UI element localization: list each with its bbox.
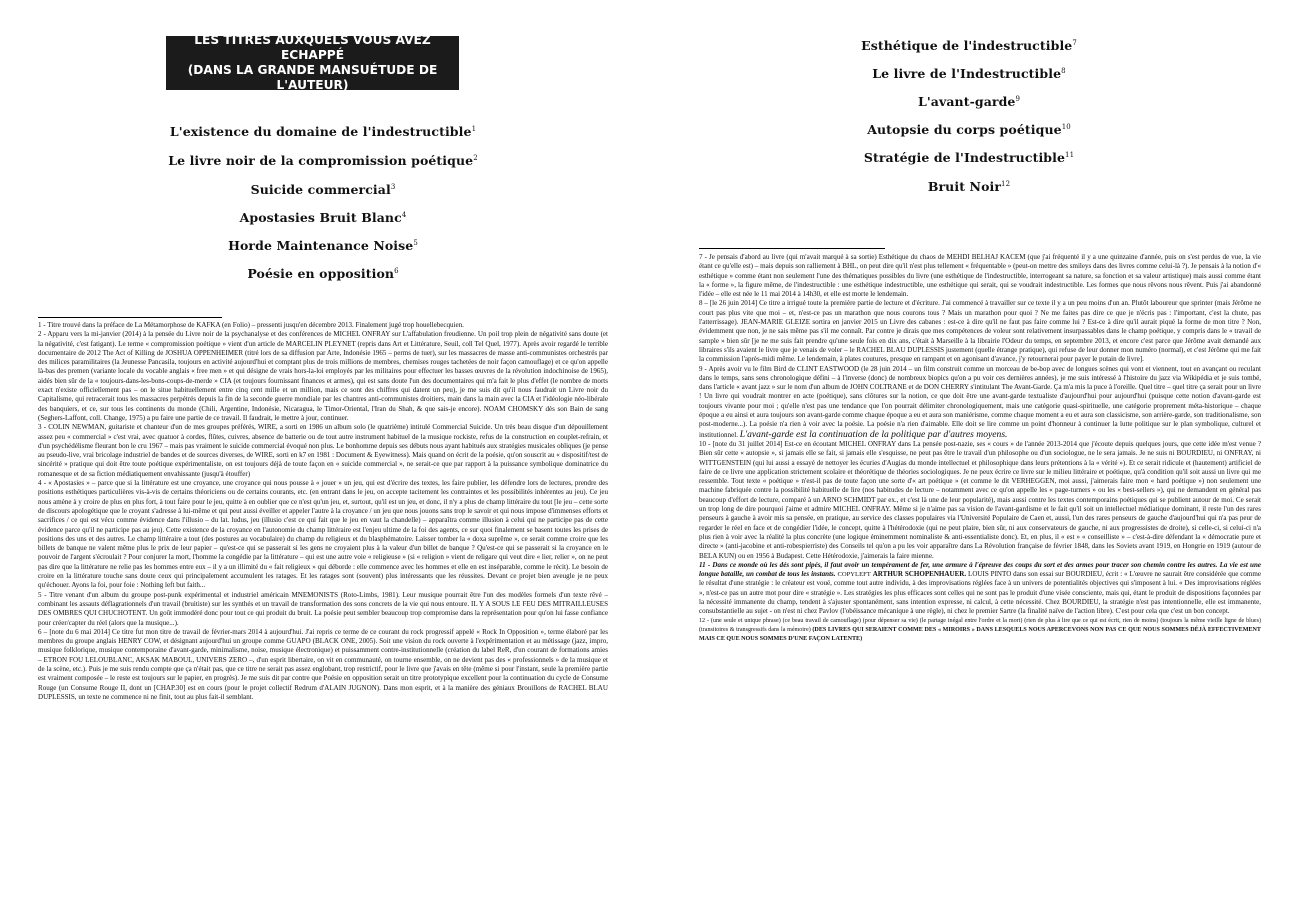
right-page	[646, 0, 1292, 913]
footnote-2: 2 - Apparu vers la mi-janvier (2014) à la pensée du Livre noir de la psychanalyse et des conférences de MICHEL ONFRAY sur L'affabulation freudienne. Un poil trop plein de négativité sans doute (et la négativité, c'est fatigant). Le terme « compromission poétique » vient d'un article de MARCELIN PLEYNET (repris dans Art et Littérature, Seuil, coll Tel Quel, 1977). Après avoir regardé le terrible documentaire de 2012 The Act of Killing de JOSHUA OPPENHEIMER (titré lors de sa diffusion par Arte, Indonésie 1965 – perms de tuer), sur les massacres de masse anti-communistes orchestrés par des milices paramilitaires (la Jeunesse Pancasila, toujours en activité aujourd'hui et comptant plus de trois millions de membres, chemises rouges tachetées de noir façon camouflage) et ce qu'on appelle là-bas des premen (variante locale du vocable anglais « free men » et qui désigne de vrais hors-la-loi employés par les militaires pour effectuer les basses œuvres de la révolution indochinoise de 1965), aidés bien sûr de la « toujours-dans-les-bons-coups-de-merde » CIA (et toujours fournissant finances et armes), qui est sans doute l'un des documentaires qui m'a fait le plus d'effet (le nombre de morts exact n'existe officiellement pas – on le situe habituellement entre cinq cent mille et un million, mais ce sont des chiffres qui datent un peu), je me suis dit qu'il nous faudrait un Livre noir du Capitalisme, qui retracerait tous les massacres perpétrés depuis la fin de la seconde guerre mondiale par les chantres anti-communistes droitiers, main dans la main avec la CIA et l'idéologie néo-libérale des banquiers, et ce, sur tous les continents du monde (Chili, Argentine, Indonésie, Nicaragua, le Timor-Oriental, l'Iran du Shah, & que sais-je encore). NOAM CHOMSKY dès son Bain de sang (Seghers-Laffont, coll. Change, 1975) a pu faire une partie de ce travail. Il faudrait, le mettre à jour, continuer.	[38, 330, 608, 422]
title-6: Poésie en opposition$^6$	[247, 266, 399, 281]
title-11: Stratégie de l'Indestructible$^{11}$	[863, 150, 1075, 165]
footnote-rule	[699, 248, 885, 249]
footnote-12-caps: (DES LIVRES QUI SERAIENT COMME DES « MIROIRS » DANS LESQUELS NOUS APERCEVONS NON PAS CE QUE NOUS SOMMES DÉJÀ EFFECTIVEMENT MAIS CE QUE NOUS SOMMES D'UNE FAÇON LATENTE)	[699, 626, 1261, 643]
titles-banner	[166, 33, 459, 92]
title-10: Autopsie du corps poétique$^{10}$	[867, 122, 1071, 137]
footnote-1: 1 - Titre trouvé dans la préface de La Métamorphose de KAFKA (en Folio) – pressenti jusqu'en décembre 2013. Finalement jugé trop houellebecquien.	[38, 321, 464, 329]
footnote-rule	[38, 317, 222, 318]
title-3: Suicide commercial$^3$	[250, 182, 396, 197]
footnote-4: 4 - « Apostasies » – parce que si la littérature est une croyance, une croyance qui nous pousse à « jouer » un jeu, qui est d'écrire des textes, les faire publier, les défendre lors de lectures, prendre des positions esthétiques particulières vis-à-vis de certains théoriciens ou de certains courants, etc. (en entrant dans le jeu, on accepte tacitement les contraintes et les possibilités inhérentes au jeu). Ce jeu nous amène à y croire de plus en plus fort, à tout faire pour le jeu, quitte à en oublier que ce n'est qu'un jeu, et, surtout, qu'il est un jeu, et donc, il n'y a plus de champ littéraire du tout [le jeu – cette sorte de discours apologétique que le croyant s'adresse à lui-même et qui peut aussi éveiller et appeler l'autre à la croyance / un jeu que nous jouons sans trop le savoir et qui nous impose d'immenses efforts et sacrifices / ce qui est vécu comme évidence dans l'illusio – du lat. ludus, jeu (illusio c'est ce qui fait que le jeu en vaut la chandelle) – apparaîtra comme illusion à celui qui ne participe pas de cette évidence parce qu'il ne participe pas au jeu). Cette existence de la croyance en l'autonomie du champ littéraire est l'enjeu ultime de la foi des agents, ce sur quoi finalement se basent toutes les prises de positions des uns et des autres. Le champ littéraire a tout (des postures au vocabulaire) du champ du religieux et du blasphématoire. Laisser tomber la « doxa suprême », ce serait comme croire que les billets de banque ne valent même plus le prix de leur papier – qu'est-ce qui se passerait si les gens ne croyaient plus à la valeur d'un billet de banque ? Qu'est-ce qui se passerait si la croyance en le pouvoir de l'argent s'écroulait ? Pour conjurer la mort, l'homme la congédie par la littérature – qui est une autre voie « religieuse » (si « religion » vient de religare qui veut dire « lier, relier », on ne peut pas dire que la littérature ne relie pas les hommes entre eux – il y a un illimité du « fait religieux » qui déborde : elle commence avec les hommes et elle en est inséparable, comme le récit). Le besoin de croire en la littérature touche sans doute ceux qui principalement accumulent les ratages. Et les ratages sont (souvent) plus intéressants que les réussites. Devant ce projet bien aveugle je ne peux qu'échouer. Ayons la foi, pour foie : Nothing left but faith...	[38, 479, 608, 590]
title-1: L'existence du domaine de l'indestructible$^1$	[169, 124, 477, 139]
title-8: Le livre de l'Indestructible$^8$	[872, 66, 1066, 81]
footnotes-right	[699, 253, 1261, 644]
footnote-12: 12 - (une seule et unique phrase) (ce beau travail de camouflage) (pour dépenser sa vie) (le partage inégal entre l'ordre et la mort) (rien de plus à lire que ce qui est écrit, rien de moins) (toujours la même vieille ligne de blues) (transitoires & transgressifs dans la mémoire) (DES LIVRES QUI SERAIENT COMME DES « MIROIRS » DANS LESQUELS NOUS APERCEVONS NON PAS CE QUE NOUS SOMMES DÉJÀ EFFECTIVEMENT MAIS CE QUE NOUS SOMMES D'UNE FAÇON LATENTE)	[699, 617, 1261, 643]
footnote-9: 9 - Après avoir vu le film Bird de CLINT EASTWOOD (le 28 juin 2014 – un film construit comme un morceau de be-bop avec de longues scènes qui vont et viennent, tout en avançant ou reculant dans le temps, sans sens chronologique défini – à l'inverse (donc) de nombreux biopics qu'on a pu voir ces dernières années), je me suis intéressé à l'histoire du jazz via Wikipédia et je suis tombé, dans l'article « avant jazz » sur le nom d'un album de JOHN COLTRANE et de DON CHERRY s'intitulant The Avant-Garde. Ça m'a mis la puce à l'oreille. Quel titre – quel titre ça serait pour un livre ! Un livre qui voudrait montrer en acte (poétique), sans clôtures sur la notion, ce que doit être une avant-garde textualiste d'aujourd'hui pour aujourd'hui (puisque cette notion d'avant-garde est toujours vivante pour moi ; qu'elle n'est pas une tendance que l'on pourrait délimiter chronologiquement, mais une catégorie quasi-spirituelle, une catégorie proprement méta-historique – chaque époque a eu ainsi et aura toujours son avant-garde comme chaque époque a eu et aura son maniérisme, comme chaque moment a eu et aura son classicisme, son arrière-garde, son traditionalisme, son post-moderne...). La poésie n'a rien à voir avec la poésie. La poésie n'a rien d'aimable. Elle doit se lire comme un point d'honneur à continuer la lutte politique sur le plan symbolique, culturel et institutionnel. L'avant-garde est la continuation de la politique par d'autres moyens.	[699, 364, 1261, 440]
footnote-10: 10 - [note du 31 juillet 2014] Est-ce en écoutant MICHEL ONFRAY dans La pensée post-nazie, ses « cours » de l'année 2013-2014 que j'écoute depuis quelques jours, que cette idée m'est venue ? Bien sûr cette « autopsie », si jamais elle se fait, si jamais elle s'esquisse, ne peut pas être le travail d'un philosophe ou d'un sociologue, ne le sera jamais. Je ne suis ni BOURDIEU, ni ONFRAY, ni WITTGENSTEIN (qui lui aussi a essayé de nettoyer les écuries d'Augias du monde intellectuel et philosophique dans leurs prétentions à la « vérité »). Et ce serait ridicule et (hautement) artificiel de faire de ce livre une application strictement scolaire et théorétique de théories sociologiques. Je ne peux écrire ce livre sur le milieu littéraire et poétique, qu'à condition qu'il soit aussi un livre qui me ressemble. Tout texte « poétique » n'est-il pas de toute façon une sorte d'« art poétique » (et comme le dit VERHEGGEN, moi aussi, j'aimerais faire mon « hard poétique ») non seulement une machine fabriquée contre la possibilité habituelle de lire (nos habitudes de lecture – notamment avec ce qu'on appelle les « page-turners » ou les « best-sellers »), qui ne demandent en général pas beaucoup d'effort de lecture, comparé à un ARNO SCHMIDT par ex., et c'est là une de leur popularité), mais aussi contre les textes contemporains poétiques qui se publient autour de moi. Ce serait un trop long de dire pourquoi j'aime et admire MICHEL ONFRAY. Même si je n'aime pas sa vision de l'avant-gardisme et le fait qu'il soit un intellectuel médiatique dominant, il reste l'un des rares penseurs à gauche à avoir mis sa pensée, en pratique, au service des classes populaires via l'Université Populaire de Caen et, aussi, l'un des rares penseurs de gauche d'aujourd'hui qui n'a pas peur de regarder le réel en face et de congédier l'idée, le concept, quitte à l'hétérodoxie (qui ne peut plaire, bien sûr, ni aux conservateurs de gauche, ni aux progressistes de droite), si celle-ci, si celui-ci n'a plus rien à voir avec la réalité la plus concrète (une logique éminemment nominaliste & anti-essentialiste donc). Et, en plus, il « est » « conseilliste » – c'est-à-dire défendant la « démocratie pure et directe » (anti-jacobine et anti-robespierriste) des Conseils tel qu'on a pu les voir apparaître dans La Révolution française de février 1848, dans les Soviets avant 1919, en Hongrie en 1919 (autour de BELA KUN) ou en 1956 à Budapest. Cette Hétérodoxie, j'aimerais la faire mienne.	[699, 439, 1261, 560]
footnote-11-author: ARTHUR SCHOPENHAUER.	[872, 570, 967, 579]
footnote-5: 5 - Titre venant d'un album du groupe post-punk expérimental et industriel américain MNEMONISTS (Roto-Limbs, 1981). Leur musique pourrait être l'un des modèles formels d'un texte rêvé – combinant les assauts déflagrationnels d'un travail (bruitiste) sur les synthés et un travail de transformation des sons concrets de la vie qui nous entoure. IL Y A SOUS LE FEU DES MITRAILLEUSES DES OMBRES QUI CHUCHOTENT. Un goût immodéré donc pour tout ce qui produit du bruit. La poésie peut sembler beaucoup trop compromise dans la représentation pour qu'on lui fasse confiance pour créer/capter du réel (alors que la musique...).	[38, 590, 608, 627]
banner-line-1: LES TITRES AUXQUELS VOUS AVEZ ECHAPPÉ	[194, 33, 431, 62]
footnote-11: 11 - Dans ce monde où les dés sont pipés, il faut avoir un tempérament de fer, une armure à l'épreuve des coups du sort et des armes pour tracer son chemin contre les autres. La vie est une longue bataille, un combat de tous les instants. COPYLEFT ARTHUR SCHOPENHAUER. LOUIS PINTO dans son essai sur BOURDIEU, écrit : « L'œuvre ne saurait être considérée que comme le résultat d'une stratégie : le créateur est voué, comme tout autre individu, à des improvisations réglées face à un univers de potentialités objectives qui s'imposent à lui. « Des improvisations réglées », n'est-ce pas un autre mot pour dire « stratégie ». Les stratégies les plus efficaces sont celles qui ne sont pas le produit d'une visée consciente, mais qui, étant le produit de dispositions façonnées par la nécessité immanente du champ, tendent à s'ajuster spontanément, sans intention expresse, ni calcul, à cette nécessité. Chez BOURDIEU, la stratégie n'est pas intentionnelle, elle est immanente, consubstantielle au sujet - on n'est ni chez Pavlov (l'obéissance mécanique à une règle), ni chez le premier Sartre (la finalité naïve de l'action libre). C'est pour cela que c'est un bon concept.	[699, 560, 1261, 616]
title-7: Esthétique de l'indestructible$^7$	[861, 38, 1077, 53]
title-5: Horde Maintenance Noise$^5$	[228, 238, 418, 253]
footnotes-left	[38, 321, 608, 702]
footnote-3: 3 - COLIN NEWMAN, guitariste et chanteur d'un de mes groupes préférés, WIRE, a sorti en 1986 un album solo (le quatrième) intitulé Commercial Suicide. Un très beau disque d'un dépouillement assez peu « commercial » c'est vrai, avec quatuor à cordes, flûtes, cuivres, absence de batterie ou de tout autre instrument habituel de la musique rockiste, refus de la construction en couplet-refrain, et d'un psychédélisme fleurant bon le cru 1967 – mais pas vraiment le suicide commercial évoqué non plus. Le bonhomme depuis ses débuts nous ayant habitués aux stratégies musicales obliques (je pense au pseudo-live, vrai bricolage industriel de bandes et de sources diverses, de WIRE, sorti en k7 en 1981 : Document & Eyewitness). Mais quand on écrit de la poésie, qu'on souscrit au « dispositif/test de sincérité » pratique qui doit être toute poétique expérimentaliste, on est toujours déjà de toute façon en « suicide commercial », ne serait-ce que par rapport à la puissance symbolique dominatrice du romanesque et de sa fiction médiatiquement envahissante (jusqu'à étouffer)	[38, 423, 608, 478]
footnote-7: 7 - Je pensais d'abord au livre (qui m'avait marqué à sa sortie) Esthétique du chaos de MEHDI BELHAJ KACEM (que j'ai fréquenté il y a une quinzaine d'année, puis on s'est perdus de vue, la vie étant ce qu'elle est) – mais depuis son ralliement à BHL, on peut dire qu'il n'est plus tellement « fréquentable » (peut-on mettre des smileys dans des livres comme celui-là ?). Je pensais à la notion d'« esthétique » comme étant non seulement l'une des thématiques possibles du livre (une esthétique de l'indestructible, interrogeant sa nature, sa fonction et sa valeur artistique) mais aussi comme étant la « forme », la figure même, de l'indestructible : une esthétique indestructible, une esthétique qui serait, qui se voudrait indestructible. Les formes que nous rêvons nous rêvent. Puis j'ai abandonné l'idée – elle est née le 11 mai 2014 à 14h30, et elle est morte le lendemain.	[699, 253, 1261, 299]
footnote-9-closing: L'avant-garde est la continuation de la politique par d'autres moyens.	[739, 428, 1008, 440]
footnote-8: 8 – [le 26 juin 2014] Ce titre a irrigué toute la première partie de lecture et d'écriture. J'ai commencé à travailler sur ce texte il y a un peu moins d'un an. Plutôt laboureur que sprinter (mais Jérôme ne court pas plus vite que moi – et, n'est-ce pas un marathon que nous courons tous ? Mais un marathon pour quoi ? Ne me faites pas dire ce que je n'écris pas : l'important, c'est la chute, pas l'atterrissage). JEAN-MARIE GLEIZE sortira en janvier 2015 un Livre des cabanes : est-ce à dire qu'il ne faut pas faire comme lui ? Est-ce à dire qu'il aurait piqué la forme de mon titre ? Non, évidemment que non, je ne sais même pas s'il me connaît. Par contre je dirais que mes compétences de voleur sont relativement insurpassables dans le champ poétique, y compris dans le « travail de sample » bien sûr [je ne me suis fait prendre qu'une seule fois en dix ans, c'était à Marseille à la librairie l'Odeur du temps, en septembre 2013, et encore c'est parce que Jérôme avait demandé aux libraires s'ils avaient le livre que je venais de voler – le RACHEL BLAU DUPLESSIS justement (quelle étrange pratique), qui refuse de leur donner mon numéro (normal), et c'est Jérôme qui me fait la commission l'après-midi même. Le lendemain, à plates coutures, presque en rampant et en agonisant d'avance, j'y retournerai pour payer le putain de livre].	[699, 299, 1261, 364]
title-2: Le livre noir de la compromission poétique$^2$	[168, 153, 478, 168]
banner-line-2: (DANS LA GRANDE MANSUÉTUDE DE L'AUTEUR)	[187, 63, 438, 92]
title-12: Bruit Noir$^{12}$	[927, 179, 1011, 194]
footnote-6: 6 – [note du 6 mai 2014] Ce titre fut mon titre de travail de février-mars 2014 à aujourd'hui. J'ai repris ce terme de ce courant du rock progressif appelé « Rock In Opposition », terme élaboré par les membres du groupe anglais HENRY COW, et désignant aujourd'hui un groupe comme GUAPO (BLACK ONE, 2005). Soit une vision du rock ouverte à l'expérimentation et au métissage (jazz, impro, musique folklorique, musique contemporaine d'avant-garde, minimalisme, noise, musique électronique) et puissamment contre-institutionnelle (création du label ReR, d'un courant de formations amies – ETRON FOU LELOUBLANC, AKSAK MABOUL, UNIVERS ZERO –, d'un esprit libertaire, on vit en communauté, on tourne ensemble, on ne devient pas des « professionnels » de la musique et de la scène, etc.). Puis je me suis rendu compte que ça n'était pas, que ce titre ne serait pas assez englobant, trop restrictif, pour le livre que j'avais en tête (même si pour l'instant, seule la première partie est vraiment composée – le reste est toujours sur le papier, en progrès). Je me suis dit par contre que Poésie en opposition serait un titre prototypique excellent pour la continuation du cycle de Consume Rouge (un Consume Rouge II, dont un [CHAP.30] est en cours (pour le projet collectif Redrum d'ALAIN JUGNON). Dans mon esprit, et à la manière des géniaux Brouillons de RACHEL BLAU DUPLESSIS, un texte ne commence ni ne finit, tout au plus fait-il semblant.	[38, 627, 608, 701]
footnote-11-quote: 11 - Dans ce monde où les dés sont pipés, il faut avoir un tempérament de fer, une armure à l'épreuve des coups du sort et des armes pour tracer son chemin contre les autres. La vie est une longue bataille, un combat de tous les instants.	[699, 560, 1261, 579]
title-9: L'avant-garde$^9$	[917, 94, 1021, 109]
title-4: Apostasies Bruit Blanc$^4$	[239, 210, 407, 225]
footnote-11-copyleft: COPYLEFT	[837, 571, 871, 579]
